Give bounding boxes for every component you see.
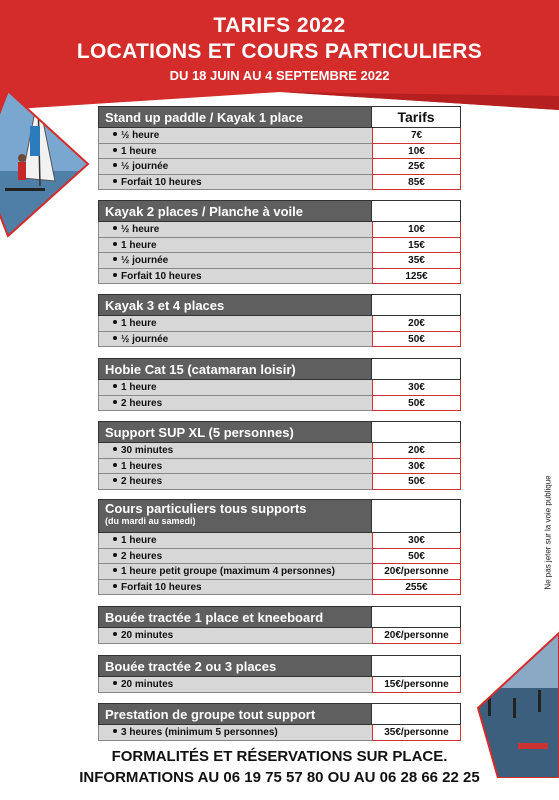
bullet-icon	[113, 568, 117, 572]
price-row	[98, 222, 461, 238]
price-row	[98, 580, 461, 596]
row-price: 50€	[372, 332, 461, 348]
price-row	[98, 253, 461, 269]
bullet-icon	[113, 537, 117, 541]
row-label: 3 heures (minimum 5 personnes)	[121, 727, 278, 738]
bullet-icon	[113, 336, 117, 340]
bullet-icon	[113, 384, 117, 388]
bullet-icon	[113, 226, 117, 230]
row-price: 85€	[372, 175, 461, 191]
price-row	[98, 725, 461, 741]
price-row	[98, 533, 461, 549]
row-price: 20€/personne	[372, 628, 461, 644]
section-title: Stand up paddle / Kayak 1 place	[98, 106, 372, 128]
section-title: Kayak 2 places / Planche à voile	[98, 200, 372, 222]
row-label: Forfait 10 heures	[121, 581, 202, 593]
price-row	[98, 380, 461, 396]
row-label: 1 heure	[121, 145, 157, 157]
price-row	[98, 443, 461, 459]
section-header	[98, 358, 461, 380]
bullet-icon	[113, 242, 117, 246]
row-price: 10€	[372, 222, 461, 238]
row-label: 1 heure	[121, 535, 157, 546]
price-row	[98, 159, 461, 175]
row-price: 50€	[372, 474, 461, 490]
price-row	[98, 459, 461, 475]
bullet-icon	[113, 478, 117, 482]
row-label: 1 heure	[121, 382, 157, 393]
price-row	[98, 474, 461, 490]
price-row	[98, 238, 461, 254]
section-header	[98, 655, 461, 677]
section-kayak-2-planche	[98, 200, 461, 284]
section-header	[98, 421, 461, 443]
price-row	[98, 628, 461, 644]
row-price: 255€	[372, 580, 461, 596]
footer-formalites: FORMALITÉS ET RÉSERVATIONS SUR PLACE.	[111, 748, 448, 765]
row-label: Forfait 10 heures	[121, 176, 202, 188]
section-subtitle: (du mardi au samedi)	[105, 516, 196, 526]
header-subtitle: LOCATIONS ET COURS PARTICULIERS	[76, 40, 483, 63]
row-label: 2 heures	[121, 397, 163, 409]
row-price: 125€	[372, 269, 461, 285]
price-row	[98, 269, 461, 285]
row-label: 30 minutes	[121, 445, 174, 456]
section-title: Hobie Cat 15 (catamaran loisir)	[98, 358, 372, 380]
row-price: 30€	[372, 459, 461, 475]
section-title: Bouée tractée 1 place et kneeboard	[98, 606, 372, 628]
row-price: 50€	[372, 549, 461, 565]
bullet-icon	[113, 632, 117, 636]
row-price: 25€	[372, 159, 461, 175]
section-sup-kayak-1	[98, 106, 461, 190]
section-title: Support SUP XL (5 personnes)	[98, 421, 372, 443]
bullet-icon	[113, 273, 117, 277]
section-bouee-1-place	[98, 606, 461, 644]
section-sup-xl	[98, 421, 461, 490]
row-label: 2 heures	[121, 476, 163, 487]
price-row	[98, 396, 461, 412]
bullet-icon	[113, 729, 117, 733]
section-bouee-2-3-places	[98, 655, 461, 693]
row-price: 20€	[372, 443, 461, 459]
price-row	[98, 128, 461, 144]
row-label: 20 minutes	[121, 630, 174, 641]
row-label: 20 minutes	[121, 679, 174, 690]
bullet-icon	[113, 681, 117, 685]
row-price: 15€	[372, 238, 461, 254]
row-price: 50€	[372, 396, 461, 412]
row-price: 10€	[372, 144, 461, 160]
row-label: 1 heure	[121, 318, 157, 329]
row-label: 1 heures	[121, 460, 163, 472]
row-price: 35€	[372, 253, 461, 269]
side-note-text: Ne pas jeter sur la voie publique	[543, 475, 553, 590]
section-title: Prestation de groupe tout support	[98, 703, 372, 725]
bullet-icon	[113, 553, 117, 557]
section-header	[98, 200, 461, 222]
footer-informations: INFORMATIONS AU 06 19 75 57 80 OU AU 06 28 66 22 25	[79, 769, 480, 786]
price-row	[98, 332, 461, 348]
windsurf-photo	[0, 86, 95, 241]
section-header	[98, 703, 461, 725]
bullet-icon	[113, 179, 117, 183]
side-note	[538, 470, 553, 600]
section-title: Cours particuliers tous supports	[105, 501, 307, 516]
bullet-icon	[113, 320, 117, 324]
row-label: 1 heure	[121, 239, 157, 251]
price-row	[98, 549, 461, 565]
price-column-header: Tarifs	[372, 106, 461, 128]
section-title: Bouée tractée 2 ou 3 places	[98, 655, 372, 677]
price-row	[98, 677, 461, 693]
price-row	[98, 144, 461, 160]
row-label: ½ heure	[121, 224, 160, 235]
row-label: 1 heure petit groupe (maximum 4 personnes)	[121, 566, 335, 577]
row-price: 30€	[372, 533, 461, 549]
row-price: 30€	[372, 380, 461, 396]
row-label: ½ journée	[121, 255, 169, 266]
price-row	[98, 175, 461, 191]
bullet-icon	[113, 400, 117, 404]
row-price: 7€	[372, 128, 461, 144]
bullet-icon	[113, 163, 117, 167]
row-price: 20€/personne	[372, 564, 461, 580]
price-row	[98, 564, 461, 580]
row-label: ½ journée	[121, 333, 169, 345]
header-title: TARIFS 2022	[213, 14, 346, 37]
row-price: 20€	[372, 316, 461, 332]
row-label: ½ heure	[121, 130, 160, 141]
header-dates: DU 18 JUIN AU 4 SEPTEMBRE 2022	[169, 68, 390, 83]
bullet-icon	[113, 148, 117, 152]
bullet-icon	[113, 132, 117, 136]
section-prestation-groupe	[98, 703, 461, 741]
section-header	[98, 294, 461, 316]
section-header	[98, 106, 461, 128]
section-hobie-cat	[98, 358, 461, 411]
bullet-icon	[113, 584, 117, 588]
bullet-icon	[113, 447, 117, 451]
row-label: 2 heures	[121, 550, 163, 562]
section-kayak-3-4	[98, 294, 461, 347]
section-header	[98, 499, 461, 533]
section-cours-particuliers	[98, 499, 461, 595]
row-label: Forfait 10 heures	[121, 270, 202, 282]
price-row	[98, 316, 461, 332]
section-title: Kayak 3 et 4 places	[98, 294, 372, 316]
row-label: ½ journée	[121, 161, 169, 172]
bullet-icon	[113, 463, 117, 467]
bullet-icon	[113, 257, 117, 261]
row-price: 15€/personne	[372, 677, 461, 693]
row-price: 35€/personne	[372, 725, 461, 741]
section-header	[98, 606, 461, 628]
